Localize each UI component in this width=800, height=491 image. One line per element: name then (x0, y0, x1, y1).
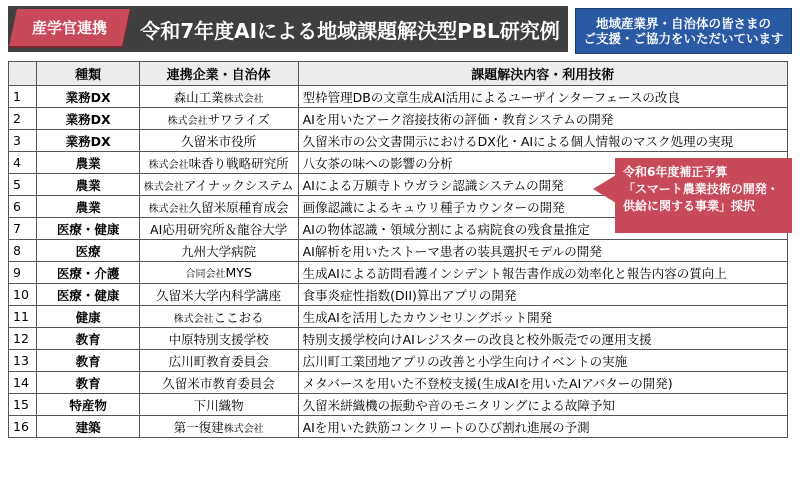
row-content: 生成AIによる訪問看護インシデント報告書作成の効率化と報告内容の質向上 (298, 262, 787, 284)
partner-name: 第一復建 (173, 419, 224, 435)
partner-name: ここおる (213, 309, 264, 325)
partner-name: 味香り戦略研究所 (188, 155, 289, 171)
row-number: 16 (9, 416, 37, 438)
row-number: 12 (9, 328, 37, 350)
partner-name: AI応用研究所＆龍谷大学 (150, 221, 288, 237)
row-number: 5 (9, 174, 37, 196)
row-content: 八女茶の味への影響の分析 (298, 152, 787, 174)
callout-line1: 令和6年度補正予算 (623, 165, 728, 179)
row-number: 2 (9, 108, 37, 130)
partner-name: 久留米市役所 (181, 133, 257, 149)
table-row (9, 416, 788, 438)
row-partner (139, 284, 298, 306)
partner-prefix: 株式会社 (148, 203, 189, 215)
row-partner (139, 152, 298, 174)
table-row (9, 284, 788, 306)
row-content: 画像認識によるキュウリ種子カウンターの開発 (298, 196, 787, 218)
callout-line2: 「スマート農業技術の開発・ (623, 182, 779, 196)
row-partner (139, 394, 298, 416)
table-row (9, 86, 788, 108)
row-partner (139, 218, 298, 240)
partner-name: 久留米原種育成会 (188, 199, 289, 215)
row-content: AIを用いた鉄筋コンクリートのひび割れ進展の予測 (298, 416, 787, 438)
row-partner (139, 306, 298, 328)
table-header-row (9, 62, 788, 86)
row-type: 業務DX (37, 130, 139, 152)
support-note-line2: ご支援・ご協力をいただいています (583, 31, 784, 46)
partner-name: 広川町教育委員会 (168, 353, 269, 369)
page-title: 令和7年度AIによる地域課題解決型PBL研究例 (140, 18, 560, 43)
projects-table (8, 61, 788, 438)
partner-prefix: 合同会社 (185, 269, 226, 280)
row-content: 広川町工業団地アプリの改善と小学生向けイベントの実施 (298, 350, 787, 372)
row-content: 久留米絣織機の振動や音のモニタリングによる故障予知 (298, 394, 787, 416)
row-type: 業務DX (37, 108, 139, 130)
partner-suffix: 株式会社 (223, 423, 264, 435)
row-number: 4 (9, 152, 37, 174)
header-type: 種類 (37, 62, 139, 86)
partner-name: アイナックシステム (183, 177, 294, 193)
category-tag-label: 産学官連携 (31, 19, 107, 37)
row-number: 6 (9, 196, 37, 218)
row-number: 13 (9, 350, 37, 372)
partner-name: 中原特別支援学校 (168, 331, 269, 347)
row-type: 医療・健康 (37, 218, 139, 240)
row-number: 7 (9, 218, 37, 240)
support-note-line1: 地域産業界・自治体の皆さまの (595, 16, 771, 31)
row-partner (139, 416, 298, 438)
partner-prefix: 株式会社 (143, 181, 184, 193)
row-type: 医療・介護 (37, 262, 139, 284)
row-content: AIによる万願寺トウガラシ認識システムの開発 (298, 174, 787, 196)
row-content: 食事炎症性指数(DII)算出アプリの開発 (298, 284, 787, 306)
row-partner (139, 240, 298, 262)
table-row (9, 262, 788, 284)
row-partner (139, 262, 298, 284)
row-content: AIを用いたアーク溶接技術の評価・教育システムの開発 (298, 108, 787, 130)
table-row (9, 328, 788, 350)
row-type: 建築 (37, 416, 139, 438)
row-partner (139, 372, 298, 394)
partner-prefix: 株式会社 (148, 159, 189, 171)
partner-name: サワライズ (207, 111, 270, 127)
table-row (9, 240, 788, 262)
row-content: AIの物体認識・領域分割による病院食の残食量推定 (298, 218, 787, 240)
row-content: 久留米市の公文書開示におけるDX化・AIによる個人情報のマスク処理の実現 (298, 130, 787, 152)
row-number: 14 (9, 372, 37, 394)
table-row (9, 130, 788, 152)
row-number: 8 (9, 240, 37, 262)
row-type: 特産物 (37, 394, 139, 416)
row-type: 業務DX (37, 86, 139, 108)
partner-prefix: 株式会社 (167, 115, 208, 127)
partner-name: 九州大学病院 (181, 243, 257, 259)
row-number: 10 (9, 284, 37, 306)
row-type: 農業 (37, 174, 139, 196)
table-row (9, 350, 788, 372)
header-partner: 連携企業・自治体 (139, 62, 298, 86)
table-row (9, 108, 788, 130)
table-row (9, 306, 788, 328)
row-number: 3 (9, 130, 37, 152)
header-content: 課題解決内容・利用技術 (298, 62, 787, 86)
row-type: 健康 (37, 306, 139, 328)
row-partner (139, 328, 298, 350)
row-type: 医療 (37, 240, 139, 262)
row-type: 教育 (37, 350, 139, 372)
row-type: 農業 (37, 152, 139, 174)
row-partner (139, 196, 298, 218)
callout-arrow (593, 175, 616, 203)
partner-prefix: 株式会社 (173, 313, 214, 325)
table-row (9, 372, 788, 394)
row-number: 9 (9, 262, 37, 284)
table-row (9, 394, 788, 416)
row-number: 11 (9, 306, 37, 328)
row-type: 教育 (37, 372, 139, 394)
row-number: 1 (9, 86, 37, 108)
row-type: 農業 (37, 196, 139, 218)
row-content: AI解析を用いたストーマ患者の装具選択モデルの開発 (298, 240, 787, 262)
category-tag (9, 9, 130, 46)
partner-name: 久留米大学内科学講座 (156, 287, 282, 303)
partner-suffix: 株式会社 (223, 93, 264, 105)
row-partner (139, 174, 298, 196)
row-type: 教育 (37, 328, 139, 350)
row-type: 医療・健康 (37, 284, 139, 306)
header-no (9, 62, 37, 86)
callout-line3: 供給に関する事業」採択 (623, 199, 756, 213)
partner-name: 久留米市教育委員会 (162, 375, 275, 391)
row-content: 生成AIを活用したカウンセリングボット開発 (298, 306, 787, 328)
row-partner (139, 130, 298, 152)
row-number: 15 (9, 394, 37, 416)
row-partner (139, 108, 298, 130)
partner-name: 下川織物 (193, 397, 244, 413)
partner-name: 森山工業 (173, 89, 224, 105)
row-partner (139, 350, 298, 372)
row-content: 特別支援学校向けAIレジスターの改良と校外販売での運用支援 (298, 328, 787, 350)
subsidy-callout (615, 158, 792, 233)
partner-name: MYS (225, 265, 252, 280)
row-partner (139, 86, 298, 108)
row-content: 型枠管理DBの文章生成AI活用によるユーザインターフェースの改良 (298, 86, 787, 108)
row-content: メタバースを用いた不登校支援(生成AIを用いたAIアバターの開発) (298, 372, 787, 394)
support-note (575, 8, 792, 54)
